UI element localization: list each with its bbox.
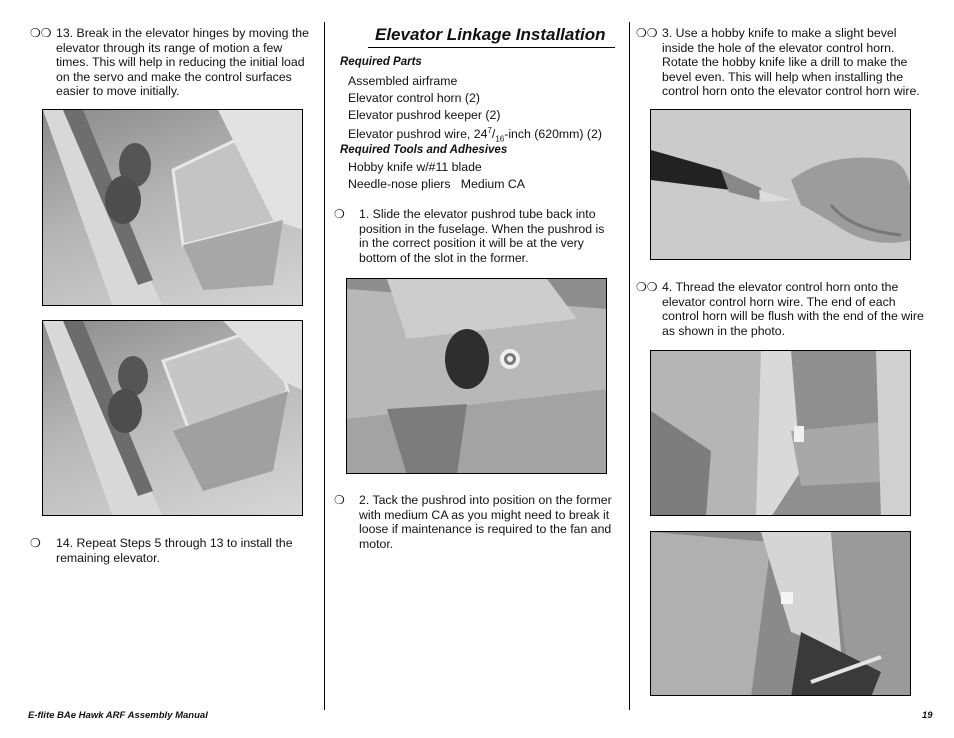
photo-control-horn-1 bbox=[650, 350, 911, 516]
step-1-text: 1. Slide the elevator pushrod tube back into position in the fuselage. When the pushrod is in the correct position it will be at the very bottom of the slot in the former. bbox=[359, 207, 605, 265]
step-13 bbox=[30, 26, 310, 101]
wire-prefix: Elevator pushrod wire, 24 bbox=[348, 127, 488, 142]
checkbox-icon[interactable]: ❍ bbox=[334, 493, 345, 507]
column-divider bbox=[629, 22, 630, 710]
part-item: Assembled airframe bbox=[348, 74, 458, 88]
step-1 bbox=[334, 207, 624, 267]
part-item: Elevator control horn (2) bbox=[348, 90, 480, 105]
step-4-text: 4. Thread the elevator control horn onto the elevator control horn wire. The end of each control horn will be flush with the end of the wire as shown in the photo. bbox=[662, 280, 924, 338]
step-3-text: 3. Use a hobby knife to make a slight bevel inside the hole of the elevator control horn. Rotate the hobby knife like a drill to make the bevel even. This will help when installing the control horn onto the elevator control horn wire. bbox=[662, 26, 920, 98]
fraction-denominator: 16 bbox=[495, 134, 505, 144]
photo-content bbox=[347, 279, 607, 474]
step-14 bbox=[30, 536, 310, 568]
step-3 bbox=[636, 26, 936, 101]
photo-elevator-hinges-1 bbox=[42, 109, 303, 306]
fraction-numerator: 7 bbox=[487, 126, 492, 136]
part-item: Elevator pushrod keeper (2) bbox=[348, 107, 501, 122]
photo-content bbox=[43, 321, 303, 516]
tools-list bbox=[348, 159, 618, 193]
step-13-text: 13. Break in the elevator hinges by moving the elevator through its range of motion a few times. This will help in reducing the initial load on the servo and make the control surfaces easier to move initially. bbox=[56, 26, 309, 98]
checkbox-icon[interactable]: ❍❍ bbox=[30, 26, 52, 40]
title-underline bbox=[368, 47, 615, 48]
tool-item: Needle-nose pliers Medium CA bbox=[348, 176, 526, 191]
step-14-text: 14. Repeat Steps 5 through 13 to install the remaining elevator. bbox=[56, 536, 293, 565]
photo-hobby-knife-bevel bbox=[650, 109, 911, 260]
page-number: 19 bbox=[922, 710, 933, 721]
tools-heading: Required Tools and Adhesives bbox=[340, 144, 508, 156]
footer-manual-title: E-flite BAe Hawk ARF Assembly Manual bbox=[28, 710, 208, 721]
column-divider bbox=[324, 22, 325, 710]
section-title: Elevator Linkage Installation bbox=[375, 25, 606, 44]
required-parts-heading: Required Parts bbox=[340, 56, 422, 68]
checkbox-icon[interactable]: ❍ bbox=[334, 207, 345, 221]
checkbox-icon[interactable]: ❍❍ bbox=[636, 26, 658, 40]
wire-suffix: -inch (620mm) (2) bbox=[504, 127, 602, 142]
checkbox-icon[interactable]: ❍ bbox=[30, 536, 41, 550]
photo-pushrod-tube bbox=[346, 278, 607, 474]
photo-content bbox=[651, 532, 911, 696]
part-item-wire: Elevator pushrod wire, $24^7/_{16}$-inch (620mm) (2) bbox=[348, 126, 602, 144]
photo-elevator-hinges-2 bbox=[42, 320, 303, 516]
photo-content bbox=[651, 110, 911, 260]
step-4 bbox=[636, 280, 936, 340]
step-2-text: 2. Tack the pushrod into position on the former with medium CA as you might need to break it loose if maintenance is required to the fan and motor. bbox=[359, 493, 612, 551]
step-2 bbox=[334, 493, 629, 551]
photo-control-horn-2 bbox=[650, 531, 911, 696]
checkbox-icon[interactable]: ❍❍ bbox=[636, 280, 658, 294]
photo-content bbox=[651, 351, 911, 516]
photo-content bbox=[43, 110, 303, 306]
tool-item: Hobby knife w/#11 blade bbox=[348, 160, 482, 174]
parts-list bbox=[348, 73, 618, 149]
